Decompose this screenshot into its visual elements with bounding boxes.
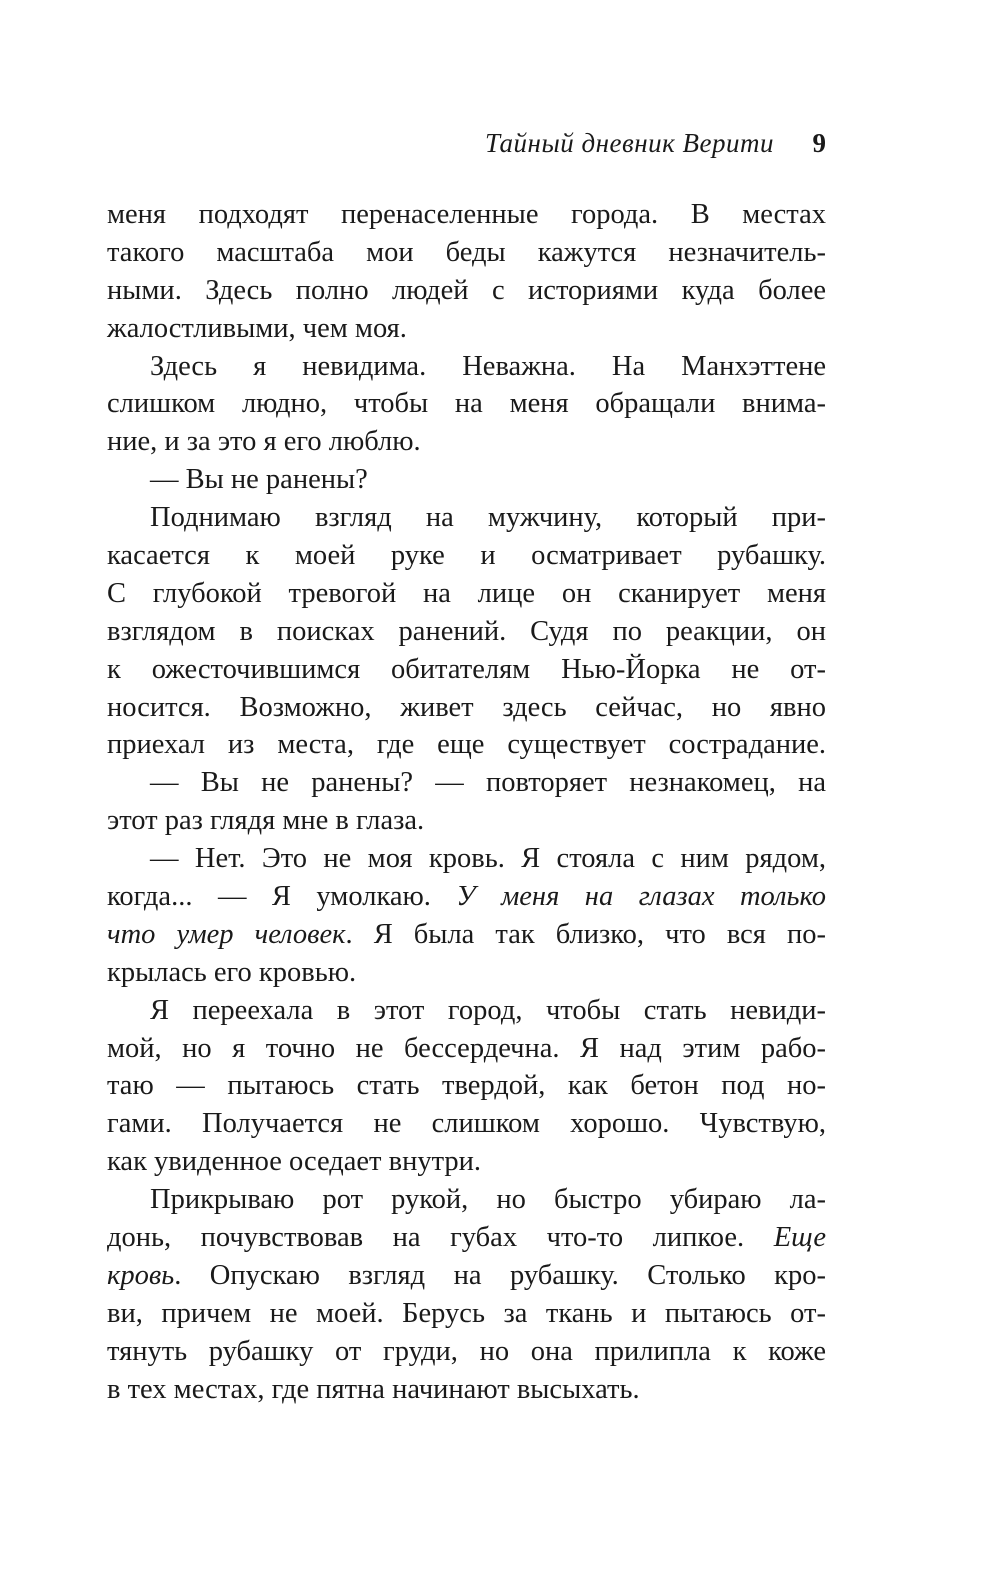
text-line: Здесь я невидима. Неважна. На Манхэттене: [150, 350, 826, 382]
italic-segment: кровь: [107, 1259, 175, 1291]
text-line: — Нет. Это не моя кровь. Я стояла с ним рядом,: [150, 843, 826, 875]
text-line: — Вы не ранены?: [150, 464, 368, 496]
text-line: к ожесточившимся обитателям Нью-Йорка не от-: [107, 653, 826, 685]
body-text: [107, 196, 826, 1409]
text-line: этот раз глядя мне в глаза.: [107, 805, 425, 837]
text-line: приехал из места, где еще существует сострадание.: [107, 729, 826, 761]
text-line: [107, 1219, 826, 1257]
text-line: [107, 1257, 826, 1295]
text-line: Я переехала в этот город, чтобы стать невиди-: [150, 994, 826, 1026]
text-line: слишком людно, чтобы на меня обращали внима-: [107, 388, 826, 420]
text-line: тянуть рубашку от груди, но она прилипла к коже: [107, 1335, 826, 1367]
italic-segment: что умер человек: [107, 918, 346, 950]
text-line: [107, 1181, 826, 1219]
text-line: такого масштаба мои беды кажутся незначитель-: [107, 236, 826, 268]
text-line: как увиденное оседает внутри.: [107, 1146, 482, 1178]
text-line: С глубокой тревогой на лице он сканирует меня: [107, 577, 826, 609]
text-segment: . Я была так близко, что вся по-: [345, 918, 826, 950]
text-line: в тех местах, где пятна начинают высыхать.: [107, 1373, 640, 1405]
page-number: 9: [812, 128, 826, 158]
text-line: жалостливыми, чем моя.: [107, 312, 407, 344]
text-line: касается к моей руке и осматривает рубашку.: [107, 540, 826, 572]
text-segment: когда... — Я умолкаю.: [107, 881, 457, 913]
text-line: носится. Возможно, живет здесь сейчас, но явно: [107, 691, 826, 723]
text-segment: Прикрываю рот рукой, но быстро убираю ла-: [150, 1184, 826, 1216]
text-line: ви, причем не моей. Берусь за ткань и пытаюсь от-: [107, 1297, 826, 1329]
text-line: ными. Здесь полно людей с историями куда более: [107, 274, 826, 306]
text-line: крылась его кровью.: [107, 956, 357, 988]
text-line: [107, 878, 826, 916]
text-line: мой, но я точно не бессердечна. Я над этим рабо-: [107, 1032, 826, 1064]
text-line: таю — пытаюсь стать твердой, как бетон под но-: [107, 1070, 826, 1102]
running-header: [107, 124, 826, 164]
running-title: Тайный дневник Верити: [485, 128, 774, 158]
italic-segment: У меня на глазах только: [456, 881, 826, 913]
text-line: [107, 916, 826, 954]
text-line: Поднимаю взгляд на мужчину, который при-: [150, 502, 826, 534]
text-segment: донь, почувствовав на губах что-то липкое.: [107, 1222, 774, 1254]
text-segment: . Опускаю взгляд на рубашку. Столько кро-: [174, 1259, 826, 1291]
text-line: — Вы не ранены? — повторяет незнакомец, на: [150, 767, 826, 799]
text-line: ние, и за это я его люблю.: [107, 426, 421, 458]
text-line: взглядом в поисках ранений. Судя по реакции, он: [107, 615, 826, 647]
text-line: меня подходят перенаселенные города. В местах: [107, 199, 826, 230]
italic-segment: Еще: [773, 1222, 826, 1254]
text-line: гами. Получается не слишком хорошо. Чувствую,: [107, 1108, 826, 1140]
